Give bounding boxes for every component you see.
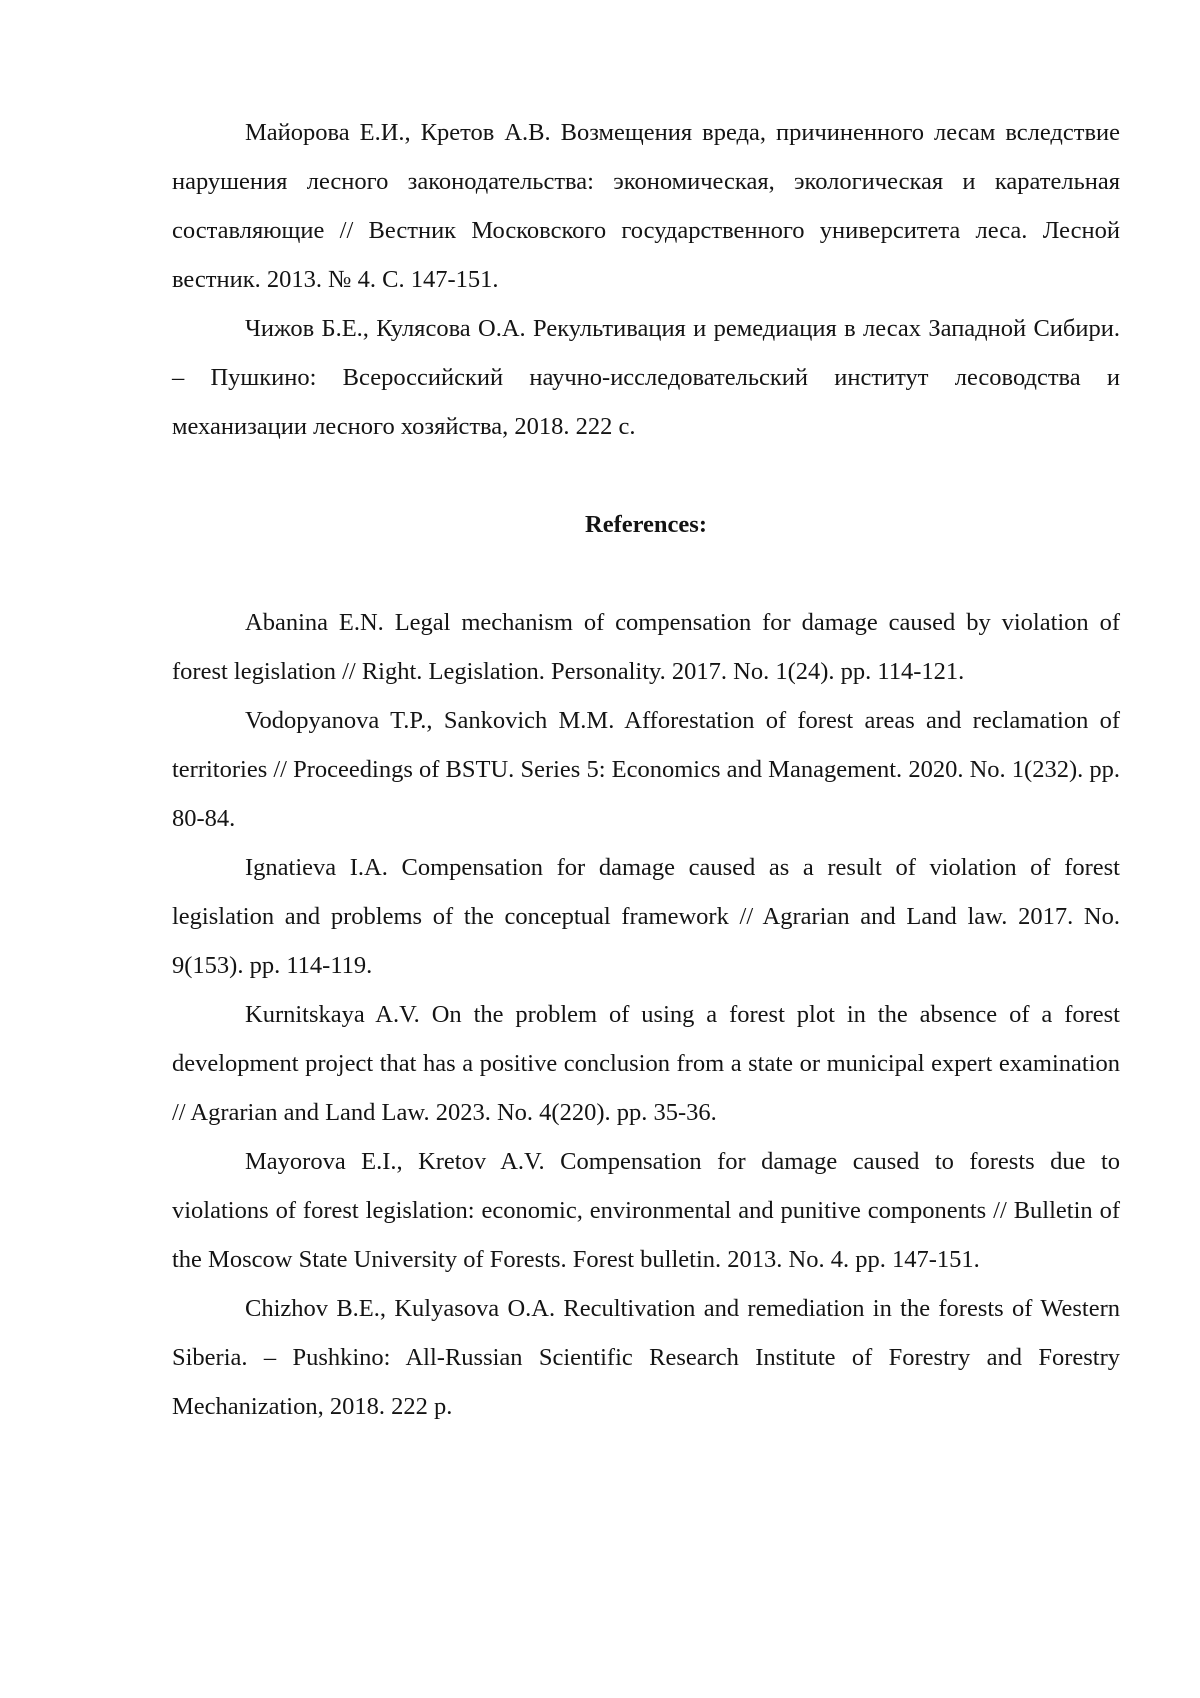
reference-vodopyanova: Vodopyanova T.P., Sankovich M.M. Afforestation of forest areas and reclamation of territories // Proceedings of BSTU. Series 5: Economics and Management. 2020. No. 1(232). pp. 80-84. bbox=[172, 707, 1120, 832]
reference-ru-chizhov: Чижов Б.Е., Кулясова О.А. Рекультивация и ремедиация в лесах Западной Сибири. – Пушкино: Всероссийский научно-исследовательский институт лесоводства и механизации лесного хозяйства, 2018. 222 с. bbox=[172, 315, 1120, 440]
reference-chizhov: Chizhov B.E., Kulyasova O.A. Recultivation and remediation in the forests of Western Siberia. – Pushkino: All-Russian Scientific Research Institute of Forestry and Forestry Mechanization, 2018. 222 p. bbox=[172, 1295, 1120, 1420]
document-page bbox=[172, 108, 1120, 1431]
reference-abanina: Abanina E.N. Legal mechanism of compensation for damage caused by violation of forest legislation // Right. Legislation. Personality. 2017. No. 1(24). pp. 114-121. bbox=[172, 609, 1120, 685]
reference-kurnitskaya: Kurnitskaya A.V. On the problem of using a forest plot in the absence of a forest development project that has a positive conclusion from a state or municipal expert examination // Agrarian and Land Law. 2023. No. 4(220). pp. 35-36. bbox=[172, 1001, 1120, 1126]
reference-ru-mayorova: Майорова Е.И., Кретов А.В. Возмещения вреда, причиненного лесам вследствие нарушения лесного законодательства: экономическая, экологическая и карательная составляющие // Вестник Московского государственного университета леса. Лесной вестник. 2013. № 4. С. 147-151. bbox=[172, 119, 1120, 293]
references-heading: References: bbox=[585, 511, 707, 538]
reference-ignatieva: Ignatieva I.A. Compensation for damage caused as a result of violation of forest legislation and problems of the conceptual framework // Agrarian and Land law. 2017. No. 9(153). pp. 114-119. bbox=[172, 854, 1120, 979]
reference-mayorova: Mayorova E.I., Kretov A.V. Compensation for damage caused to forests due to violations of forest legislation: economic, environmental and punitive components // Bulletin of the Moscow State University of Forests. Forest bulletin. 2013. No. 4. pp. 147-151. bbox=[172, 1148, 1120, 1273]
